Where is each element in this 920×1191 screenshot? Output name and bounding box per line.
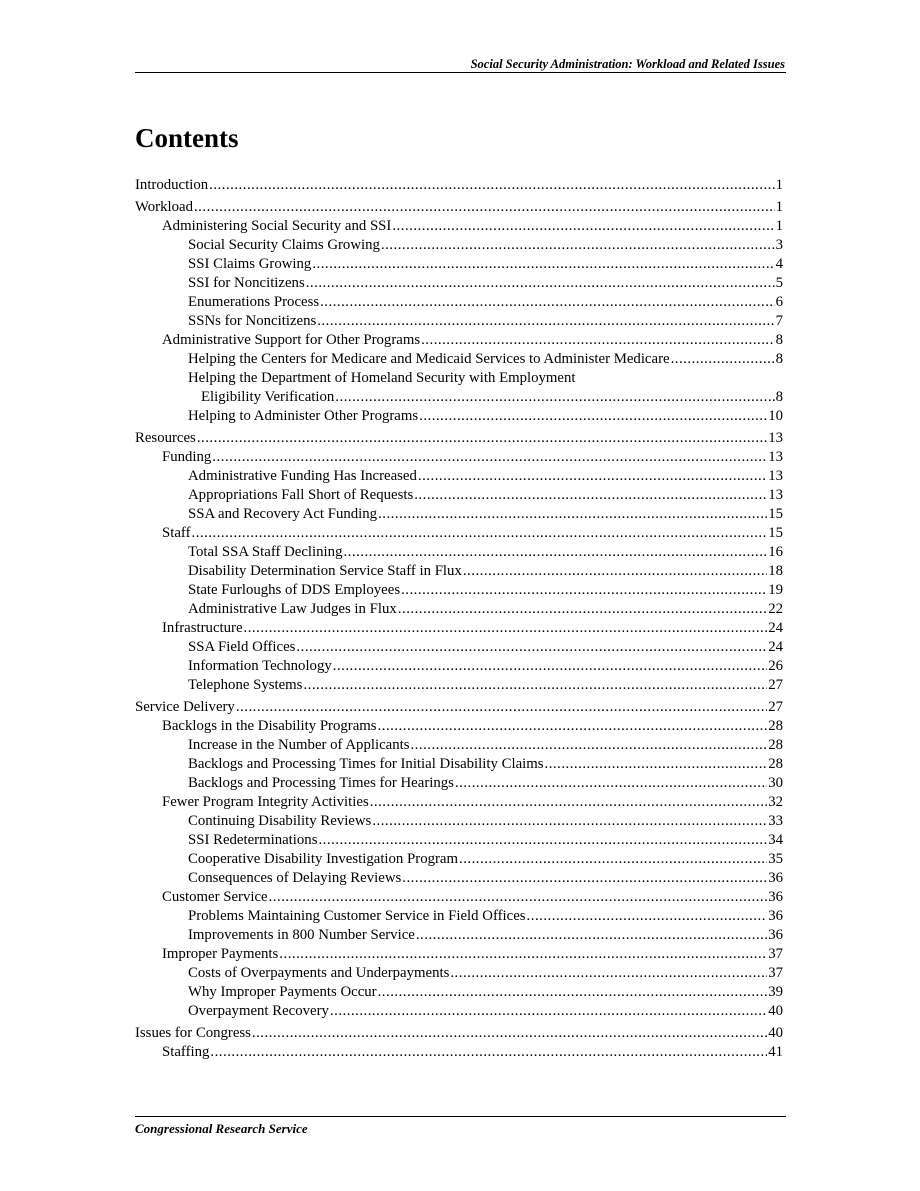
toc-entry[interactable] [135,619,783,638]
toc-dot-leader [398,600,767,619]
toc-entry-page: 1 [775,218,783,234]
toc-dot-leader [279,945,767,964]
toc-entry[interactable] [135,467,783,486]
toc-entry-label: SSNs for Noncitizens [188,313,317,329]
toc-dot-leader [269,888,768,907]
toc-entry-label: Problems Maintaining Customer Service in Field Offices [188,908,526,924]
toc-entry-label: Funding [162,449,212,465]
toc-entry-label: Appropriations Fall Short of Requests [188,487,414,503]
toc-entry[interactable] [135,1043,783,1062]
toc-entry[interactable] [135,793,783,812]
toc-entry[interactable] [135,331,783,350]
toc-entry-label: Improper Payments [162,946,279,962]
toc-dot-leader [312,255,774,274]
toc-entry[interactable] [135,1002,783,1021]
toc-entry-page: 1 [775,199,783,215]
toc-entry-label: Total SSA Staff Declining [188,544,343,560]
toc-entry-page: 28 [768,718,783,734]
toc-entry[interactable] [135,524,783,543]
toc-entry[interactable] [135,562,783,581]
toc-entry-page: 8 [775,332,783,348]
toc-entry-page: 3 [775,237,783,253]
toc-entry-page: 8 [775,389,783,405]
toc-entry-page: 32 [768,794,783,810]
toc-entry-label: Costs of Overpayments and Underpayments [188,965,450,981]
toc-entry[interactable] [135,176,783,195]
toc-dot-leader [212,448,767,467]
toc-entry-label: Administering Social Security and SSI [162,218,392,234]
toc-dot-leader [410,736,767,755]
toc-dot-leader [192,524,768,543]
toc-entry-page: 18 [768,563,783,579]
toc-entry[interactable] [135,1024,783,1043]
toc-dot-leader [318,831,767,850]
toc-entry-page: 16 [768,544,783,560]
toc-entry[interactable] [135,983,783,1002]
toc-entry-page: 24 [768,620,783,636]
toc-entry-page: 13 [768,487,783,503]
toc-entry[interactable] [135,736,783,755]
page-title: Contents [135,123,239,153]
toc-entry-label: Backlogs and Processing Times for Initial Disability Claims [188,756,544,772]
toc-entry-page: 28 [768,737,783,753]
toc-entry-label: State Furloughs of DDS Employees [188,582,401,598]
toc-entry-label: Introduction [135,177,209,193]
toc-entry-label: Consequences of Delaying Reviews [188,870,402,886]
toc-entry-page: 36 [768,927,783,943]
toc-entry[interactable] [135,255,783,274]
toc-entry[interactable] [135,698,783,717]
toc-dot-leader [378,983,768,1002]
toc-entry-page: 36 [768,889,783,905]
toc-entry[interactable] [135,638,783,657]
footer-divider [135,1116,786,1117]
toc-entry[interactable] [135,774,783,793]
toc-dot-leader [343,543,767,562]
toc-entry-label: Continuing Disability Reviews [188,813,372,829]
toc-entry-label: Staff [162,525,191,541]
toc-entry-page: 13 [768,430,783,446]
toc-entry[interactable] [135,486,783,505]
toc-entry-label: Issues for Congress [135,1025,251,1041]
toc-entry-label: Increase in the Number of Applicants [188,737,410,753]
toc-dot-leader [320,293,775,312]
toc-entry-page: 41 [768,1044,783,1060]
toc-dot-leader [459,850,767,869]
toc-entry-label: Infrastructure [162,620,243,636]
toc-entry[interactable] [135,293,783,312]
toc-entry-page: 37 [768,946,783,962]
toc-dot-leader [330,1002,767,1021]
toc-dot-leader [197,429,767,448]
toc-dot-leader [527,907,768,926]
toc-entry-label: Disability Determination Service Staff in Flux [188,563,462,579]
toc-dot-leader [210,1043,767,1062]
toc-entry[interactable] [135,676,783,695]
toc-entry-label: SSI Claims Growing [188,256,312,272]
toc-entry-label: Cooperative Disability Investigation Program [188,851,458,867]
toc-entry-page: 8 [775,351,783,367]
toc-entry[interactable] [135,274,783,293]
toc-entry-page: 26 [768,658,783,674]
toc-dot-leader [372,812,767,831]
footer-source: Congressional Research Service [135,1121,308,1136]
toc-dot-leader [450,964,767,983]
toc-dot-leader [378,505,767,524]
toc-dot-leader [209,176,774,195]
toc-dot-leader [392,217,774,236]
toc-entry-label: SSA Field Offices [188,639,296,655]
toc-entry-label: Telephone Systems [188,677,303,693]
toc-dot-leader [414,486,767,505]
toc-entry-page: 22 [768,601,783,617]
toc-entry-label: Administrative Funding Has Increased [188,468,417,484]
toc-entry-label: SSA and Recovery Act Funding [188,506,378,522]
toc-entry-page: 27 [768,677,783,693]
toc-entry-page: 33 [768,813,783,829]
toc-entry[interactable] [135,217,783,236]
toc-dot-leader [335,388,774,407]
toc-dot-leader [416,926,767,945]
toc-entry[interactable] [135,869,783,888]
toc-entry-label: Information Technology [188,658,332,674]
toc-dot-leader [401,581,767,600]
running-header: Social Security Administration: Workload and Related Issues [470,57,785,71]
toc-entry-page: 5 [775,275,783,291]
toc-entry-label: Service Delivery [135,699,235,715]
toc-dot-leader [333,657,767,676]
toc-dot-leader [303,676,767,695]
toc-entry-label: Staffing [162,1044,210,1060]
toc-dot-leader [370,793,768,812]
toc-entry-page: 40 [768,1025,783,1041]
toc-entry-label: Eligibility Verification [201,389,335,405]
toc-entry[interactable] [135,236,783,255]
toc-entry-page: 15 [768,506,783,522]
toc-entry[interactable] [135,945,783,964]
toc-entry-label: Resources [135,430,196,446]
toc-entry-page: 37 [768,965,783,981]
toc-entry[interactable] [135,448,783,467]
toc-dot-leader [418,467,767,486]
toc-entry[interactable] [135,198,783,217]
toc-dot-leader [252,1024,767,1043]
toc-entry-page: 10 [768,408,783,424]
toc-entry[interactable] [135,888,783,907]
toc-entry-page: 7 [775,313,783,329]
toc-dot-leader [236,698,767,717]
toc-entry-page: 36 [768,908,783,924]
toc-dot-leader [455,774,767,793]
toc-entry-label: Helping the Department of Homeland Security with Employment [188,370,576,386]
toc-entry-label: SSI Redeterminations [188,832,318,848]
toc-dot-leader [381,236,775,255]
toc-entry[interactable] [135,388,783,407]
toc-entry[interactable] [135,429,783,448]
toc-dot-leader [402,869,767,888]
toc-entry-label: Administrative Law Judges in Flux [188,601,397,617]
toc-entry-page: 13 [768,468,783,484]
toc-entry[interactable] [135,831,783,850]
toc-dot-leader [421,331,775,350]
toc-entry[interactable] [135,926,783,945]
toc-entry-page: 24 [768,639,783,655]
toc-entry[interactable] [135,657,783,676]
toc-entry[interactable] [135,600,783,619]
toc-entry-page: 13 [768,449,783,465]
toc-dot-leader [545,755,768,774]
toc-entry[interactable] [135,543,783,562]
toc-dot-leader [419,407,767,426]
toc-entry-page: 35 [768,851,783,867]
toc-entry-page: 30 [768,775,783,791]
toc-entry-label: Social Security Claims Growing [188,237,380,253]
toc-dot-leader [317,312,774,331]
toc-dot-leader [463,562,767,581]
toc-entry[interactable] [135,350,783,369]
toc-entry-label: Customer Service [162,889,268,905]
toc-entry[interactable] [135,755,783,774]
toc-entry-page: 36 [768,870,783,886]
toc-entry[interactable] [135,581,783,600]
toc-entry[interactable] [135,505,783,524]
toc-entry[interactable] [135,717,783,736]
table-of-contents [135,176,783,1062]
toc-entry-label: Helping to Administer Other Programs [188,408,419,424]
toc-dot-leader [296,638,767,657]
toc-entry-label: Helping the Centers for Medicare and Medicaid Services to Administer Medicare [188,351,670,367]
toc-entry-label: Enumerations Process [188,294,320,310]
toc-entry-page: 15 [768,525,783,541]
toc-entry[interactable] [135,407,783,426]
toc-entry[interactable] [135,369,783,388]
toc-entry[interactable] [135,964,783,983]
toc-dot-leader [671,350,775,369]
toc-entry-label: Fewer Program Integrity Activities [162,794,369,810]
toc-entry[interactable] [135,850,783,869]
toc-entry-page: 6 [775,294,783,310]
toc-entry-page: 28 [768,756,783,772]
toc-entry-label: Why Improper Payments Occur [188,984,377,1000]
toc-entry[interactable] [135,312,783,331]
toc-entry-label: Administrative Support for Other Programs [162,332,421,348]
toc-entry-label: SSI for Noncitizens [188,275,305,291]
toc-entry-page: 40 [768,1003,783,1019]
toc-entry-label: Improvements in 800 Number Service [188,927,415,943]
toc-entry-label: Overpayment Recovery [188,1003,329,1019]
toc-entry-page: 1 [775,177,783,193]
toc-entry-page: 27 [768,699,783,715]
toc-entry-page: 4 [775,256,783,272]
header-divider [135,72,786,73]
toc-entry-label: Backlogs and Processing Times for Hearings [188,775,454,791]
toc-entry-label: Backlogs in the Disability Programs [162,718,377,734]
toc-entry[interactable] [135,907,783,926]
toc-dot-leader [244,619,768,638]
toc-entry-page: 34 [768,832,783,848]
toc-entry[interactable] [135,812,783,831]
toc-entry-label: Workload [135,199,193,215]
toc-entry-page: 39 [768,984,783,1000]
toc-dot-leader [378,717,768,736]
toc-dot-leader [306,274,775,293]
toc-entry-page: 19 [768,582,783,598]
toc-dot-leader [194,198,775,217]
